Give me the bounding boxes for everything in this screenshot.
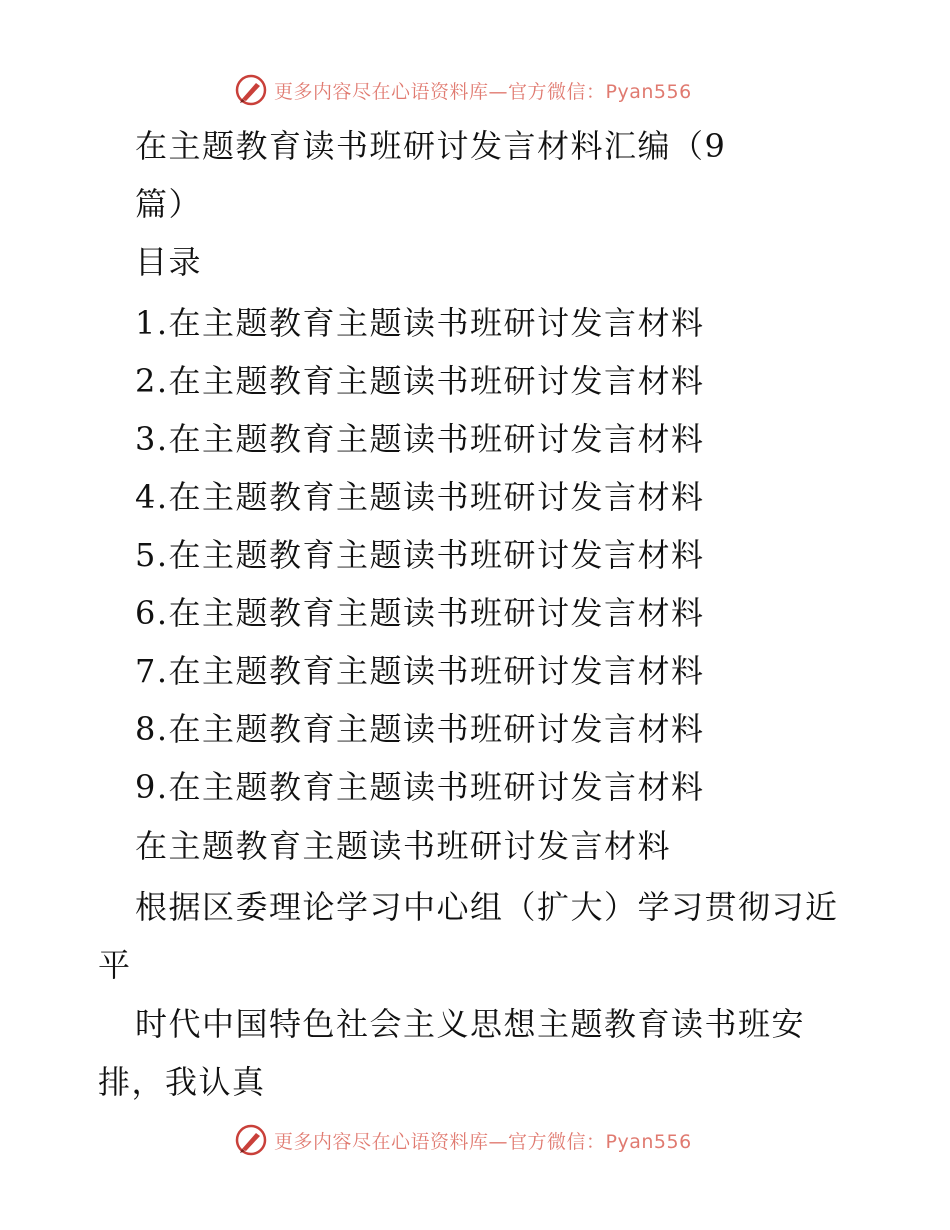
toc-item: 8.在主题教育主题读书班研讨发言材料 xyxy=(135,710,705,748)
footer-watermark-text: 更多内容尽在心语资料库—官方微信：Pyan556 xyxy=(274,1130,692,1153)
body-paragraph-line: 根据区委理论学习中心组（扩大）学习贯彻习近 xyxy=(135,888,839,926)
document-title-line-2: 篇） xyxy=(135,185,203,223)
header-watermark-banner xyxy=(234,72,692,108)
pen-logo-icon xyxy=(234,1123,268,1157)
toc-item: 1.在主题教育主题读书班研讨发言材料 xyxy=(135,304,705,342)
toc-item: 3.在主题教育主题读书班研讨发言材料 xyxy=(135,420,705,458)
toc-heading: 目录 xyxy=(135,243,203,281)
body-paragraph-line: 排，我认真 xyxy=(98,1063,266,1101)
toc-item: 6.在主题教育主题读书班研讨发言材料 xyxy=(135,594,705,632)
body-paragraph-line: 平 xyxy=(98,946,132,984)
footer-watermark-banner xyxy=(234,1122,692,1158)
toc-item: 9.在主题教育主题读书班研讨发言材料 xyxy=(135,768,705,806)
toc-item: 4.在主题教育主题读书班研讨发言材料 xyxy=(135,478,705,516)
document-title-line-1: 在主题教育读书班研讨发言材料汇编（9 xyxy=(135,127,727,165)
toc-item: 7.在主题教育主题读书班研讨发言材料 xyxy=(135,652,705,690)
toc-item: 5.在主题教育主题读书班研讨发言材料 xyxy=(135,536,705,574)
body-paragraph-line: 时代中国特色社会主义思想主题教育读书班安 xyxy=(135,1005,806,1043)
toc-item: 2.在主题教育主题读书班研讨发言材料 xyxy=(135,362,705,400)
section-title: 在主题教育主题读书班研讨发言材料 xyxy=(135,827,672,865)
header-watermark-text: 更多内容尽在心语资料库—官方微信：Pyan556 xyxy=(274,80,692,103)
pen-logo-icon xyxy=(234,73,268,107)
